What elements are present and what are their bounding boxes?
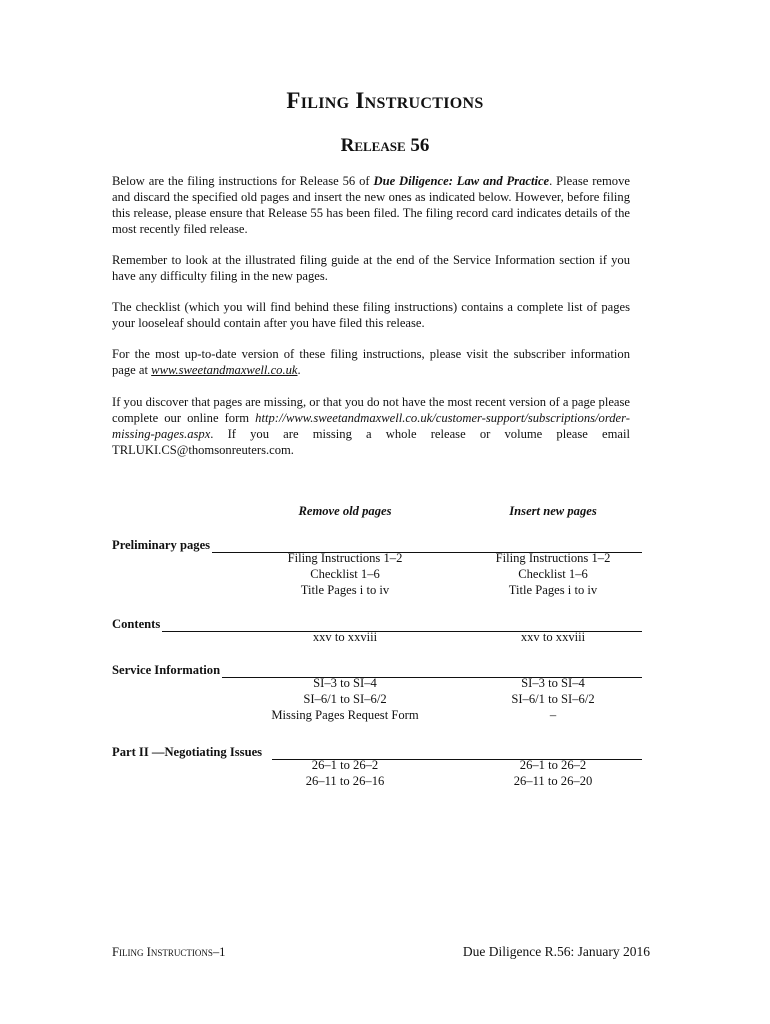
old-pages-cell: xxv to xxviii: [312, 630, 378, 644]
new-pages-cell: SI–3 to SI–4: [521, 676, 585, 690]
filing-guide-paragraph: Remember to look at the illustrated filing guide at the end of the Service Information section if you have any difficulty filing in the new pages.: [112, 253, 630, 283]
new-pages-cell: SI–6/1 to SI–6/2: [511, 692, 595, 706]
old-pages-cell: Missing Pages Request Form: [271, 708, 419, 722]
table-row: [112, 567, 642, 583]
section-service-information: [112, 660, 642, 722]
new-pages-cell: –: [549, 708, 557, 722]
intro-text-cont: . Please remove and discard the specified old pages and insert the new ones as indicated below. However, before filing this release, please ensure that Release 55 has been filed. The filing record card indicates details of the most recently filed release.: [112, 174, 630, 236]
table-row: [112, 676, 642, 692]
table-row: [112, 774, 642, 790]
new-pages-cell: 26–1 to 26–2: [519, 758, 587, 772]
old-pages-cell: SI–3 to SI–4: [313, 676, 377, 690]
section-preliminary-pages: [112, 535, 642, 597]
missing-pages-form-link[interactable]: http://www.sweetandmaxwell.co.uk/customer-support/subscriptions/order-missing-pages.aspx: [112, 411, 630, 441]
footer-page-label: Filing Instructions–1: [112, 945, 226, 959]
table-row: [112, 551, 642, 567]
remove-old-pages-header: Remove old pages: [298, 504, 392, 518]
missing-text-end: . If you are missing a whole release or volume please email TRLUKI.CS@thomsonreuters.com.: [112, 427, 630, 457]
website-text-end: .: [297, 363, 301, 377]
release-heading: Release 56: [340, 135, 430, 156]
section-contents: [112, 614, 642, 644]
page-title: Filing Instructions: [286, 88, 484, 113]
new-pages-cell: xxv to xxviii: [520, 630, 586, 644]
old-pages-cell: Checklist 1–6: [310, 567, 380, 581]
section-part-ii-negotiating-issues: [112, 742, 642, 788]
missing-pages-paragraph: [112, 394, 630, 458]
insert-new-pages-header: Insert new pages: [509, 504, 597, 518]
section-label: Preliminary pages: [112, 538, 211, 552]
table-row: [112, 692, 642, 708]
old-pages-cell: Title Pages i to iv: [300, 583, 390, 597]
old-pages-cell: SI–6/1 to SI–6/2: [303, 692, 387, 706]
section-label: Contents: [112, 617, 161, 631]
old-pages-cell: Filing Instructions 1–2: [287, 551, 403, 565]
missing-text: If you discover that pages are missing, or that you do not have the most recent version of a page please complete our online form: [112, 395, 630, 425]
old-pages-cell: 26–1 to 26–2: [311, 758, 379, 772]
new-pages-cell: Title Pages i to iv: [508, 583, 598, 597]
new-pages-cell: Filing Instructions 1–2: [495, 551, 611, 565]
checklist-paragraph: The checklist (which you will find behind these filing instructions) contains a complete list of pages your looseleaf should contain after you have filed this release.: [112, 300, 630, 330]
table-row: [112, 708, 642, 724]
table-row: [112, 630, 642, 646]
work-title: Due Diligence: Law and Practice: [373, 174, 550, 188]
new-pages-cell: Checklist 1–6: [518, 567, 588, 581]
table-row: [112, 758, 642, 774]
website-link[interactable]: www.sweetandmaxwell.co.uk: [151, 363, 298, 377]
intro-text: Below are the filing instructions for Release 56 of: [112, 174, 374, 188]
footer-release-date: Due Diligence R.56: January 2016: [462, 944, 650, 959]
intro-paragraph: [112, 173, 630, 237]
section-label: Service Information: [112, 663, 221, 677]
new-pages-cell: 26–11 to 26–20: [513, 774, 593, 788]
website-paragraph: [112, 346, 630, 378]
table-row: [112, 583, 642, 599]
old-pages-cell: 26–11 to 26–16: [305, 774, 385, 788]
section-label: Part II —Negotiating Issues: [112, 745, 263, 759]
website-text: For the most up-to-date version of these filing instructions, please visit the subscriber information page at: [112, 347, 630, 377]
